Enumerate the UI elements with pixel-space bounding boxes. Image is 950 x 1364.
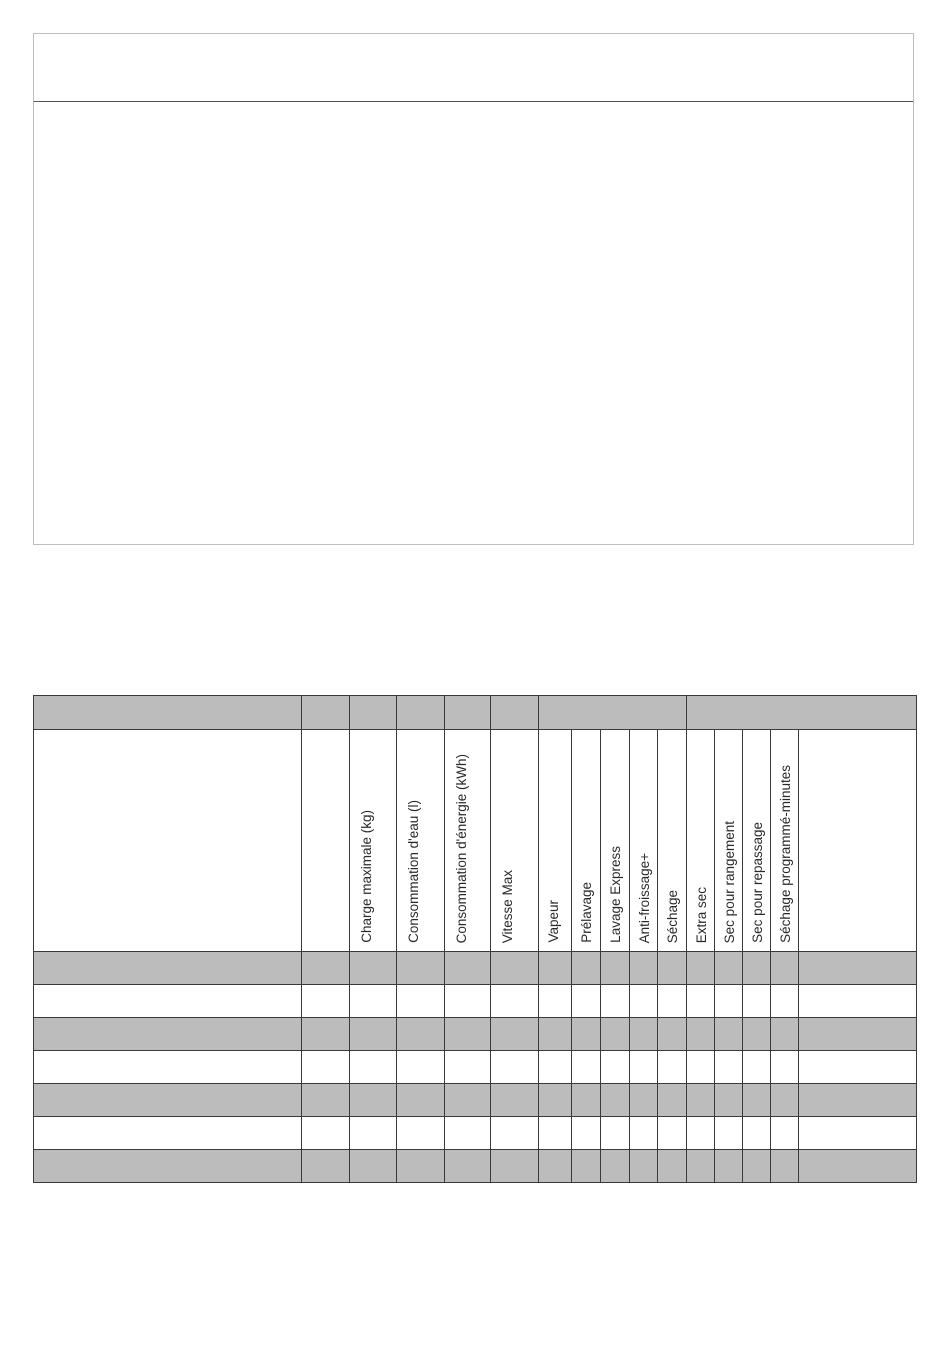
table-cell	[799, 1051, 917, 1084]
table-cell	[658, 952, 686, 985]
table-cell	[538, 952, 571, 985]
table-cell	[445, 985, 491, 1018]
table-row	[34, 1150, 917, 1183]
table-cell	[396, 1051, 444, 1084]
table-cell	[714, 1117, 742, 1150]
header-cell	[630, 730, 658, 952]
table-header-row	[34, 730, 917, 952]
header-sec-pour-repassage: Sec pour repassage	[749, 822, 765, 943]
header-extra-sec: Extra sec	[693, 886, 709, 943]
table-cell	[770, 1117, 798, 1150]
table-cell	[799, 1117, 917, 1150]
table-row	[34, 985, 917, 1018]
table-cell	[349, 1051, 396, 1084]
header-cell	[571, 730, 600, 952]
header-anti-froissage: Anti-froissage+	[637, 852, 653, 943]
table-cell	[742, 1084, 770, 1117]
table-cell	[445, 952, 491, 985]
table-cell	[714, 952, 742, 985]
header-cell-blank	[302, 730, 349, 952]
table-cell	[491, 985, 538, 1018]
band-cell-program	[34, 696, 302, 730]
table-cell	[714, 1018, 742, 1051]
table-cell	[396, 1150, 444, 1183]
table-row	[34, 1018, 917, 1051]
header-vapeur: Vapeur	[545, 900, 561, 943]
table-cell	[742, 1018, 770, 1051]
table-row	[34, 1051, 917, 1084]
table-cell	[491, 1051, 538, 1084]
table-cell	[714, 985, 742, 1018]
table-cell	[601, 1051, 630, 1084]
table-cell	[799, 1084, 917, 1117]
table-cell	[686, 985, 714, 1018]
program-name-cell	[34, 952, 302, 985]
table-cell	[658, 1150, 686, 1183]
table-cell	[601, 1150, 630, 1183]
header-cell	[349, 730, 396, 952]
program-name-cell	[34, 1117, 302, 1150]
table-cell	[571, 1051, 600, 1084]
table-cell	[302, 1018, 349, 1051]
table-cell	[630, 1051, 658, 1084]
header-cell	[601, 730, 630, 952]
header-charge-maximale: Charge maximale (kg)	[358, 810, 374, 943]
table-cell	[349, 1018, 396, 1051]
header-cell	[396, 730, 444, 952]
programs-table	[33, 695, 917, 1183]
table-cell	[396, 985, 444, 1018]
table-cell	[770, 985, 798, 1018]
table-cell	[742, 1117, 770, 1150]
table-cell	[630, 1084, 658, 1117]
table-cell	[445, 1084, 491, 1117]
table-cell	[714, 1150, 742, 1183]
header-cell	[538, 730, 571, 952]
header-cell	[686, 730, 714, 952]
table-cell	[445, 1018, 491, 1051]
table-cell	[799, 1018, 917, 1051]
table-cell	[538, 985, 571, 1018]
table-cell	[538, 1150, 571, 1183]
header-consommation-eau: Consommation d'eau (l)	[405, 800, 421, 943]
table-cell	[658, 985, 686, 1018]
table-cell	[445, 1150, 491, 1183]
band-cell	[302, 696, 349, 730]
header-vitesse-max: Vitesse Max	[500, 869, 516, 943]
table-cell	[571, 1117, 600, 1150]
table-cell	[538, 1084, 571, 1117]
band-cell	[445, 696, 491, 730]
table-cell	[349, 985, 396, 1018]
header-cell-program	[34, 730, 302, 952]
table-cell	[601, 1117, 630, 1150]
table-cell	[686, 1084, 714, 1117]
table-cell	[491, 1150, 538, 1183]
table-cell	[770, 1150, 798, 1183]
table-cell	[396, 1084, 444, 1117]
table-top-band	[34, 696, 917, 730]
table-cell	[396, 1018, 444, 1051]
band-cell	[491, 696, 538, 730]
header-consommation-energie: Consommation d'énergie (kWh)	[454, 753, 470, 943]
table-cell	[742, 952, 770, 985]
program-name-cell	[34, 1150, 302, 1183]
table-cell	[658, 1084, 686, 1117]
table-cell	[630, 1018, 658, 1051]
band-cell	[349, 696, 396, 730]
table-cell	[686, 1051, 714, 1084]
table-cell	[571, 1018, 600, 1051]
table-cell	[571, 1084, 600, 1117]
table-row	[34, 1084, 917, 1117]
table-cell	[491, 952, 538, 985]
table-cell	[571, 985, 600, 1018]
table-cell	[770, 952, 798, 985]
table-cell	[538, 1117, 571, 1150]
table-cell	[601, 1018, 630, 1051]
table-cell	[799, 952, 917, 985]
header-lavage-express: Lavage Express	[608, 846, 624, 943]
program-name-cell	[34, 985, 302, 1018]
table-cell	[658, 1018, 686, 1051]
table-cell	[302, 1051, 349, 1084]
table-cell	[571, 1150, 600, 1183]
table-cell	[302, 952, 349, 985]
table-cell	[445, 1051, 491, 1084]
table-cell	[630, 985, 658, 1018]
table-cell	[799, 1150, 917, 1183]
program-name-cell	[34, 1018, 302, 1051]
table-cell	[396, 952, 444, 985]
table-cell	[302, 1150, 349, 1183]
table-cell	[445, 1117, 491, 1150]
table-cell	[396, 1117, 444, 1150]
table-cell	[538, 1051, 571, 1084]
table-cell	[770, 1051, 798, 1084]
header-sec-pour-rangement: Sec pour rangement	[721, 820, 737, 943]
table-cell	[686, 1018, 714, 1051]
table-cell	[742, 1051, 770, 1084]
header-cell	[658, 730, 686, 952]
table-cell	[686, 952, 714, 985]
header-sechage-programme-minutes: Séchage programmé-minutes	[777, 765, 793, 943]
table-cell	[714, 1051, 742, 1084]
table-cell	[799, 985, 917, 1018]
top-box-header-rule	[34, 101, 913, 102]
header-cell	[445, 730, 491, 952]
table-cell	[491, 1084, 538, 1117]
table-cell	[601, 952, 630, 985]
table-cell	[349, 1117, 396, 1150]
table-cell	[714, 1084, 742, 1117]
program-name-cell	[34, 1051, 302, 1084]
table-cell	[571, 952, 600, 985]
table-cell	[630, 952, 658, 985]
table-cell	[770, 1084, 798, 1117]
table-cell	[686, 1150, 714, 1183]
header-cell	[491, 730, 538, 952]
table-row	[34, 1117, 917, 1150]
table-cell	[349, 1150, 396, 1183]
band-cell-drying-group	[686, 696, 916, 730]
table-cell	[601, 985, 630, 1018]
table-cell	[658, 1117, 686, 1150]
table-cell	[630, 1150, 658, 1183]
table-cell	[302, 985, 349, 1018]
header-cell	[714, 730, 742, 952]
table-cell	[770, 1018, 798, 1051]
top-content-box	[33, 33, 914, 545]
table-body	[34, 952, 917, 1183]
table-cell	[601, 1084, 630, 1117]
program-name-cell	[34, 1084, 302, 1117]
band-cell-options-group	[538, 696, 686, 730]
table-cell	[742, 1150, 770, 1183]
table-cell	[349, 1084, 396, 1117]
table-cell	[349, 952, 396, 985]
table-cell	[538, 1018, 571, 1051]
table-cell	[658, 1051, 686, 1084]
table-cell	[302, 1117, 349, 1150]
header-prelavage: Prélavage	[578, 882, 594, 943]
table-cell	[302, 1084, 349, 1117]
table-row	[34, 952, 917, 985]
header-cell	[770, 730, 798, 952]
table-cell	[491, 1117, 538, 1150]
table-cell	[491, 1018, 538, 1051]
table-cell	[686, 1117, 714, 1150]
header-cell	[742, 730, 770, 952]
table-cell	[742, 985, 770, 1018]
header-sechage: Séchage	[665, 889, 681, 943]
table-cell	[630, 1117, 658, 1150]
header-cell-blank-last	[799, 730, 917, 952]
band-cell	[396, 696, 444, 730]
